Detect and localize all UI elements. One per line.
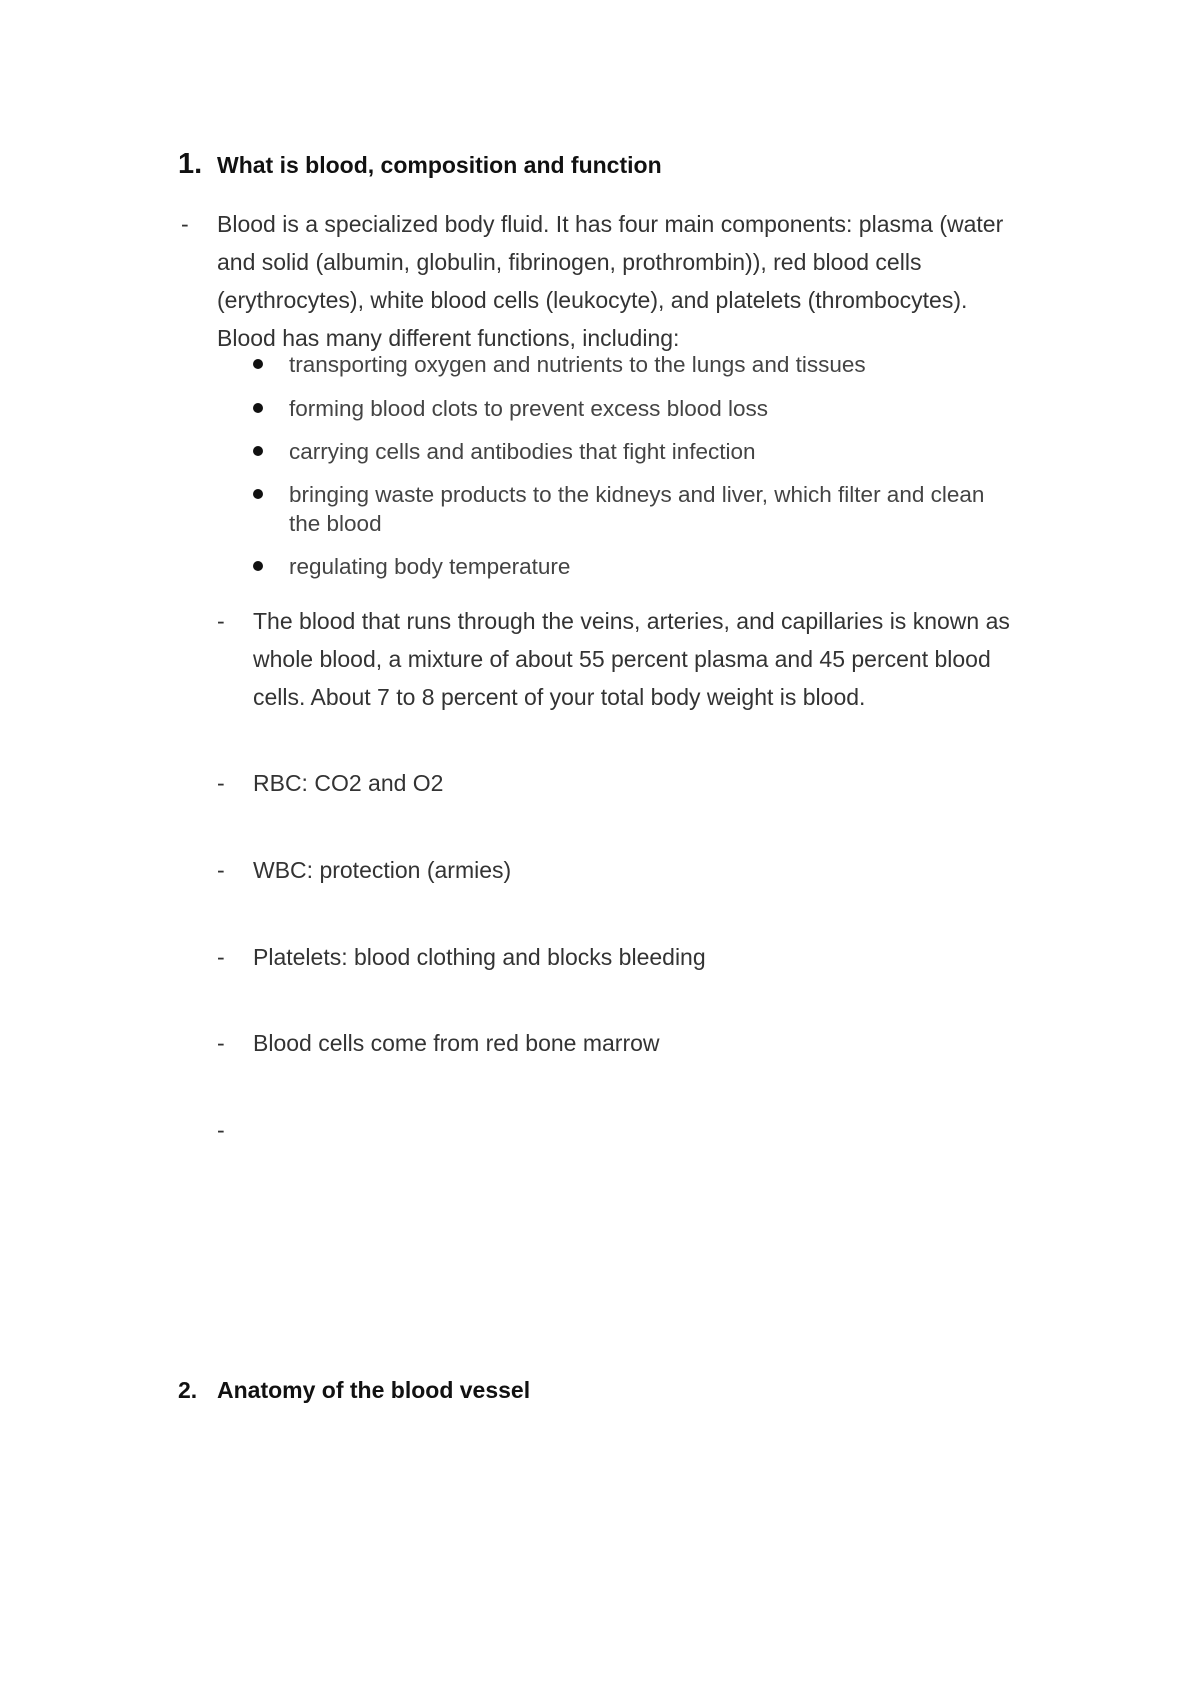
- note-dash: -: [217, 1030, 225, 1056]
- intro-line: and solid (albumin, globulin, fibrinogen, prothrombin)), red blood cells: [217, 249, 922, 275]
- function-item: forming blood clots to prevent excess blood loss: [289, 396, 769, 421]
- note-dash: -: [217, 857, 225, 883]
- intro-line: Blood has many different functions, including:: [217, 325, 680, 351]
- function-item-continuation: the blood: [289, 511, 382, 536]
- note-line: The blood that runs through the veins, arteries, and capillaries is known as: [253, 608, 1010, 634]
- intro-line: (erythrocytes), white blood cells (leukocyte), and platelets (thrombocytes).: [217, 287, 968, 313]
- note-line: RBC: CO2 and O2: [253, 770, 444, 796]
- bullet-icon: [253, 359, 263, 369]
- note-line: WBC: protection (armies): [253, 857, 512, 883]
- note-dash: -: [217, 1117, 225, 1143]
- section-1-title: What is blood, composition and function: [217, 152, 662, 178]
- section-2-number: 2.: [178, 1377, 198, 1403]
- intro-line: Blood is a specialized body fluid. It has four main components: plasma (water: [217, 211, 1004, 237]
- note-dash: -: [217, 608, 225, 634]
- function-item: carrying cells and antibodies that fight infection: [289, 439, 756, 464]
- note-line: cells. About 7 to 8 percent of your total body weight is blood.: [253, 684, 866, 710]
- bullet-icon: [253, 403, 263, 413]
- note-line: Platelets: blood clothing and blocks bleeding: [253, 944, 706, 970]
- function-item: transporting oxygen and nutrients to the lungs and tissues: [289, 352, 866, 377]
- note-line: whole blood, a mixture of about 55 percent plasma and 45 percent blood: [253, 646, 991, 672]
- function-item: bringing waste products to the kidneys and liver, which filter and clean: [289, 482, 985, 507]
- bullet-icon: [253, 446, 263, 456]
- note-dash: -: [217, 770, 225, 796]
- section-2-title: Anatomy of the blood vessel: [217, 1377, 531, 1403]
- note-line: Blood cells come from red bone marrow: [253, 1030, 660, 1056]
- function-item: regulating body temperature: [289, 554, 571, 579]
- note-dash: -: [217, 944, 225, 970]
- intro-dash: -: [181, 211, 189, 237]
- bullet-icon: [253, 489, 263, 499]
- bullet-icon: [253, 561, 263, 571]
- section-1-number: 1.: [178, 148, 203, 180]
